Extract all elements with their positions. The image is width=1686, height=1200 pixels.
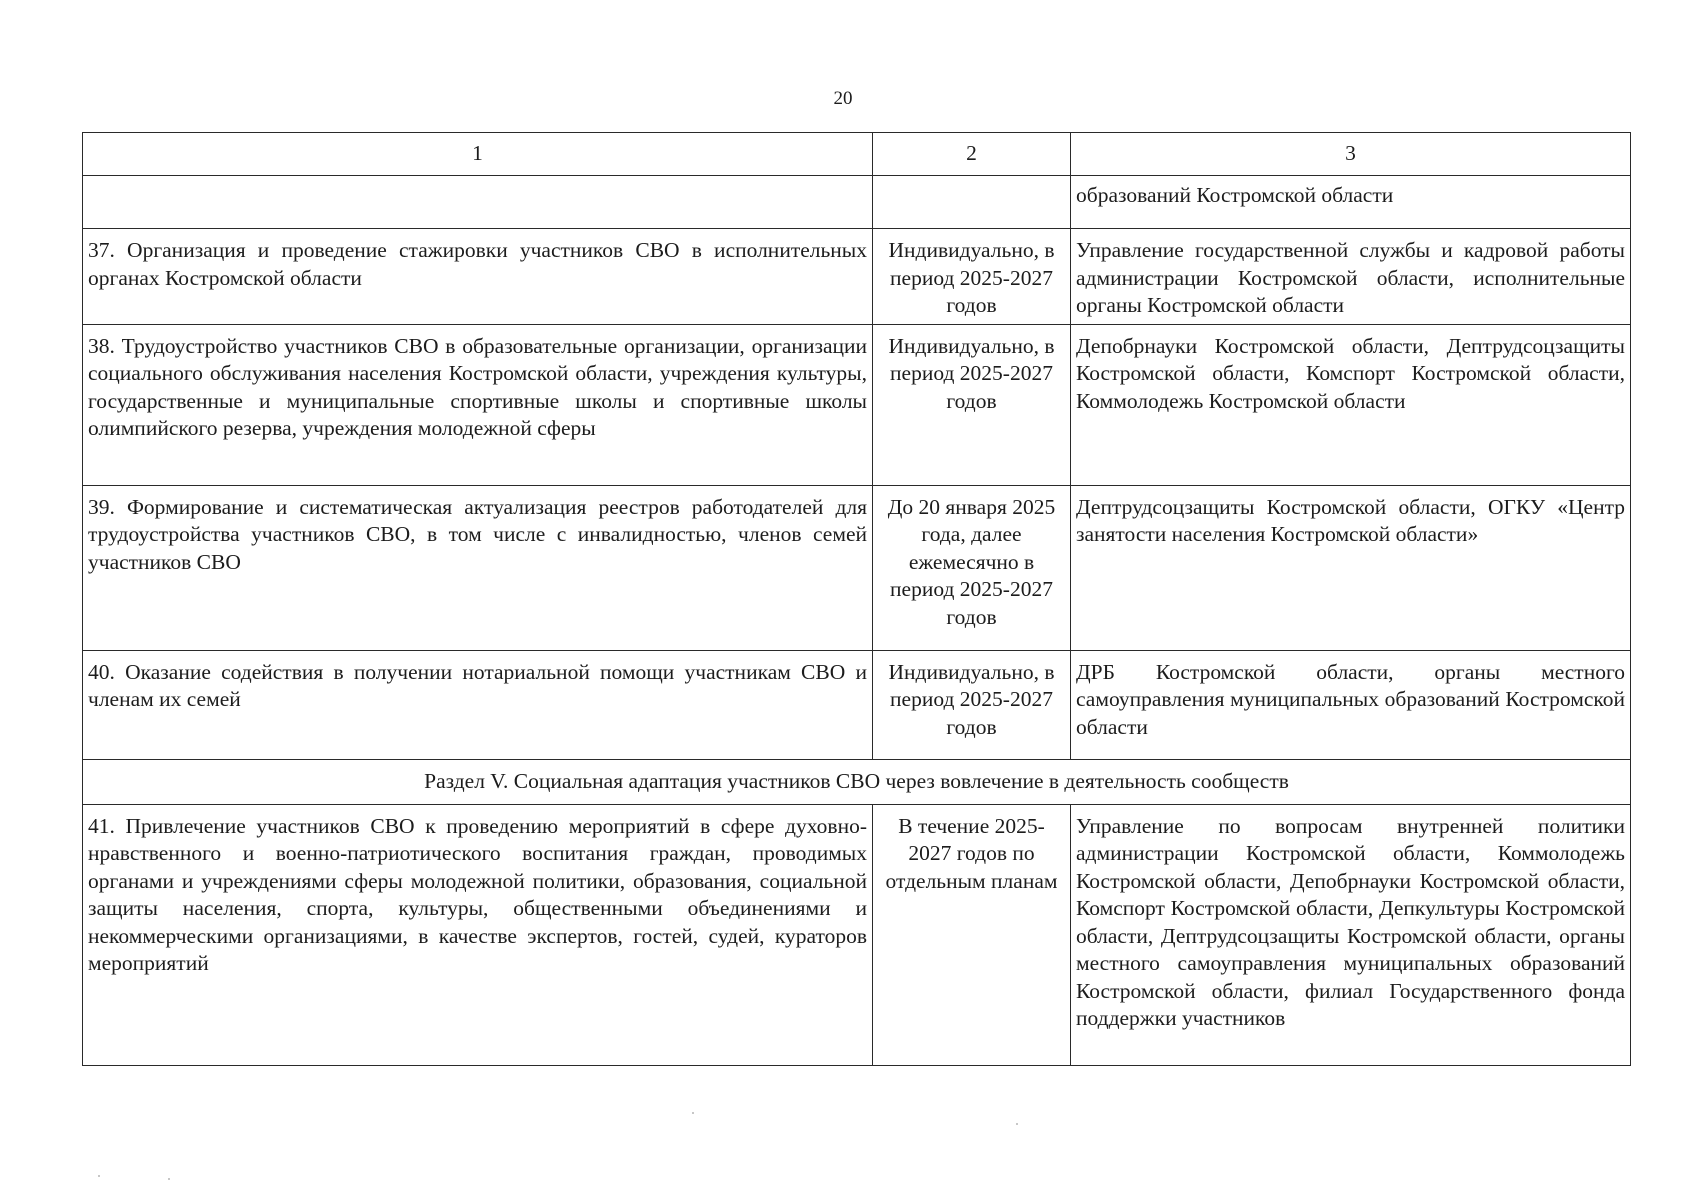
table-row bbox=[83, 229, 1631, 325]
measure-term: Индивидуально, в период 2025-2027 годов bbox=[873, 650, 1071, 759]
measure-text: 39. Формирование и систематическая актуализация реестров работодателей для трудоустройства участников СВО, в том числе с инвалидностью, членов семей участников СВО bbox=[83, 485, 873, 650]
measure-term: До 20 января 2025 года, далее ежемесячно в период 2025-2027 годов bbox=[873, 485, 1071, 650]
measure-executor: ДРБ Костромской области, органы местного самоуправления муниципальных образований Костромской области bbox=[1071, 650, 1631, 759]
measure-executor: Депобрнауки Костромской области, Дептрудсоцзащиты Костромской области, Комспорт Костромской области, Коммолодежь Костромской области bbox=[1071, 324, 1631, 485]
measure-text: 37. Организация и проведение стажировки участников СВО в исполнительных органах Костромской области bbox=[83, 229, 873, 325]
measure-executor: Управление по вопросам внутренней политики администрации Костромской области, Коммолодежь Костромской области, Депобрнауки Костромской области, Комспорт Костромской области, Депкультуры Костромской области, Дептрудсоцзащиты Костромской области, органы местного самоуправления муниципальных образований Костромской области, филиал Государственного фонда поддержки участников bbox=[1071, 804, 1631, 1065]
scan-speck bbox=[692, 1112, 694, 1114]
column-header-1: 1 bbox=[83, 133, 873, 176]
continuation-term bbox=[873, 176, 1071, 229]
measure-text: 40. Оказание содействия в получении нотариальной помощи участникам СВО и членам их семей bbox=[83, 650, 873, 759]
continuation-executor: образований Костромской области bbox=[1071, 176, 1631, 229]
table-row bbox=[83, 324, 1631, 485]
measure-text: 38. Трудоустройство участников СВО в образовательные организации, организации социального обслуживания населения Костромской области, учреждения культуры, государственные и муниципальные спортивные школы и спортивные школы олимпийского резерва, учреждения молодежной сферы bbox=[83, 324, 873, 485]
page-number: 20 bbox=[833, 88, 853, 109]
column-header-2: 2 bbox=[873, 133, 1071, 176]
scan-speck bbox=[168, 1178, 170, 1180]
table-row bbox=[83, 650, 1631, 759]
section-heading-row bbox=[83, 759, 1631, 804]
scan-speck bbox=[98, 1175, 100, 1177]
measure-text: 41. Привлечение участников СВО к проведению мероприятий в сфере духовно-нравственного и военно-патриотического воспитания граждан, проводимых органами и учреждениями сферы молодежной политики, образования, социальной защиты населения, спорта, культуры, общественными объединениями и некоммерческими организациями, в качестве экспертов, гостей, судей, кураторов мероприятий bbox=[83, 804, 873, 1065]
measure-term: Индивидуально, в период 2025-2027 годов bbox=[873, 229, 1071, 325]
table-row bbox=[83, 804, 1631, 1065]
measure-executor: Дептрудсоцзащиты Костромской области, ОГКУ «Центр занятости населения Костромской области» bbox=[1071, 485, 1631, 650]
measure-term: Индивидуально, в период 2025-2027 годов bbox=[873, 324, 1071, 485]
section-title: Раздел V. Социальная адаптация участников СВО через вовлечение в деятельность сообществ bbox=[83, 759, 1631, 804]
measure-term: В течение 2025-2027 годов по отдельным планам bbox=[873, 804, 1071, 1065]
column-header-3: 3 bbox=[1071, 133, 1631, 176]
table-row bbox=[83, 485, 1631, 650]
continuation-row bbox=[83, 176, 1631, 229]
measure-executor: Управление государственной службы и кадровой работы администрации Костромской области, исполнительные органы Костромской области bbox=[1071, 229, 1631, 325]
measures-table bbox=[82, 132, 1631, 1066]
continuation-text bbox=[83, 176, 873, 229]
table-header-row bbox=[83, 133, 1631, 176]
scan-speck bbox=[1016, 1123, 1018, 1125]
